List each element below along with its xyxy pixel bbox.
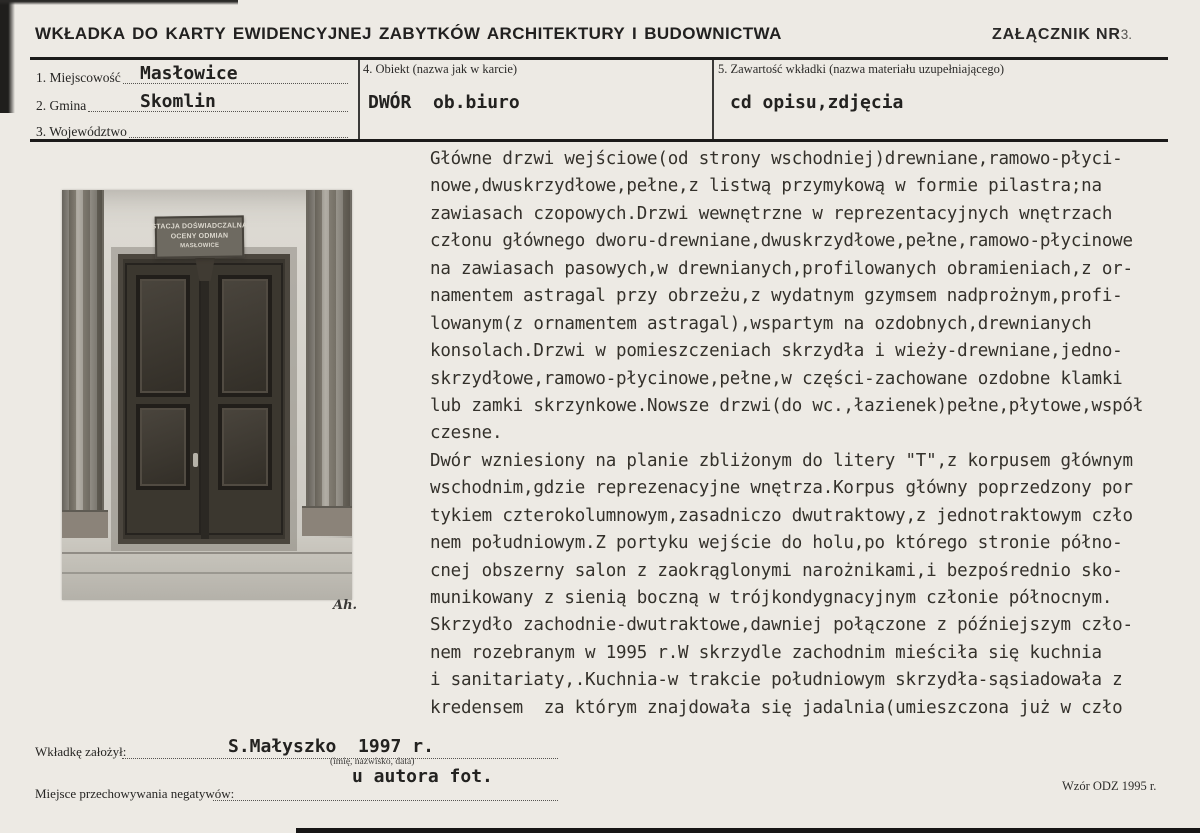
door-leaf-right [207,263,283,535]
station-sign-line2: OCENY ODMIAN [170,232,229,241]
portico-column-left [62,190,104,536]
attachment-label [992,26,1132,44]
text-line: skrzydłowe,ramowo-płycinowe,pełne,w części-zachowane ozdobne klamki [430,368,1123,389]
text-line: i sanitariaty,.Kuchnia-w trakcie południowym skrzydła-sąsiadowała z [430,670,1123,691]
field-wojewodztwo-label: 3. Województwo [36,124,127,139]
founder-label: Wkładkę założył: [35,744,127,759]
page-title: WKŁADKA DO KARTY EWIDENCYJNEJ ZABYTKÓW ARCHITEKTURY I BUDOWNICTWA [35,24,782,43]
field-obiekt-label: 4. Obiekt (nazwa jak w karcie) [363,62,518,76]
pavement [62,538,352,600]
text-line: konsolach.Drzwi w pomieszczeniach skrzydła i wieży-drewniane,jedno- [430,341,1123,362]
negatives-label: Miejsce przechowywania negatywów: [35,786,235,801]
scan-edge-artifact [296,828,1200,833]
door-panel [218,275,272,397]
wooden-double-door [118,254,290,544]
dotted-leader [129,124,348,138]
text-line: nem południowym.Z portyku wejście do holu,po którego stronie półno- [430,533,1123,554]
dotted-leader [213,800,558,801]
divider [712,60,714,139]
divider [30,57,1168,60]
text-line: członu głównego dworu-drewniane,dwuskrzydłowe,pełne,ramowo-płycinowe [430,231,1133,252]
scan-edge-artifact [0,0,15,113]
text-line: czesne. [430,423,503,444]
field-gmina-value: Skomlin [140,91,216,112]
text-line: wschodnim,gdzie reprezenacyjne wnętrza.Korpus główny poprzedzony por [430,478,1133,499]
founder-hint: (imię, nazwisko, data) [330,757,415,767]
text-line: cnej obszerny salon z zaokrąglonymi narożnikami,i bezpośrednio sko- [430,560,1123,581]
typed-description [430,149,1170,725]
field-miejscowosc-label: 1. Miejscowość [36,70,121,85]
text-line: munikowany z sienią boczną w trójkondygnacyjnym członie północnym. [430,588,1113,608]
door-handle [193,453,198,467]
field-zawartosc-label: 5. Zawartość wkładki (nazwa materiału uzupełniającego) [718,62,1004,76]
door-center-stile [201,259,209,539]
founder-value: S.Małyszko 1997 r. [228,736,434,757]
text-line: Skrzydło zachodnie-dwutraktowe,dawniej połączone z późniejszym czło- [430,615,1133,636]
pavement-joint [62,552,352,554]
dotted-leader [88,98,348,112]
pavement-joint [62,572,352,574]
text-line: namentem astragal przy obrzeżu,z wydatnym gzymsem nadprożnym,profi- [430,286,1123,307]
station-sign [151,215,248,258]
text-line: na zawiasach pasowych,w drewnianych,profilowanych obramieniach,z or- [430,258,1133,279]
door-photograph [62,190,352,600]
text-line: nem rozebranym w 1995 r.W skrzydle zachodnim mieściła się kuchnia [430,642,1102,663]
text-line: Główne drzwi wejściowe(od strony wschodniej)drewniane,ramowo-płyci- [430,149,1123,169]
field-obiekt-value: DWÓR ob.biuro [368,92,520,113]
text-line: kredensem za którym znajdowała się jadalnia(umieszczona już w czło [430,697,1123,718]
door-panel [136,404,190,490]
divider [358,60,360,139]
text-line: lowanym(z ornamentem astragal),wspartym na ozdobnych,drewnianych [430,313,1092,334]
template-note: Wzór ODZ 1995 r. [1062,779,1157,793]
door-panel [218,404,272,490]
field-miejscowosc-value: Masłowice [140,63,238,84]
column-base [62,510,108,538]
station-sign-line3: MASŁOWICE [180,242,220,250]
text-line: nowe,dwuskrzydłowe,pełne,z listwą przymykową w formie pilastra;na [430,176,1102,197]
text-line: tykiem czterokolumnowym,zasadniczo dwutraktowy,z jednotraktowym czło [430,505,1133,526]
text-line: Dwór wzniesiony na planie zbliżonym do litery "T",z korpusem głównym [430,450,1133,471]
scan-edge-artifact [0,0,238,5]
text-line: zawiasach czopowych.Drzwi wewnętrzne w reprezentacyjnych wnętrzach [430,203,1113,224]
field-zawartosc-value: cd opisu,zdjęcia [730,92,904,113]
field-wojewodztwo [36,124,348,140]
station-sign-line1: STACJA DOŚWIADCZALNA [151,222,248,231]
attachment-number: 3. [1120,27,1132,42]
door-leaf-left [125,263,201,535]
door-panel [136,275,190,397]
photographer-monogram: Ah. [333,598,358,613]
field-gmina-label: 2. Gmina [36,98,87,113]
text-line: lub zamki skrzynkowe.Nowsze drzwi(do wc.,łazienek)pełne,płytowe,współ [430,395,1144,416]
founder-value-line2: u autora fot. [352,766,493,787]
column-base [302,506,352,536]
portico-column-right [306,190,352,530]
attachment-label-text: ZAŁĄCZNIK NR [992,26,1121,43]
